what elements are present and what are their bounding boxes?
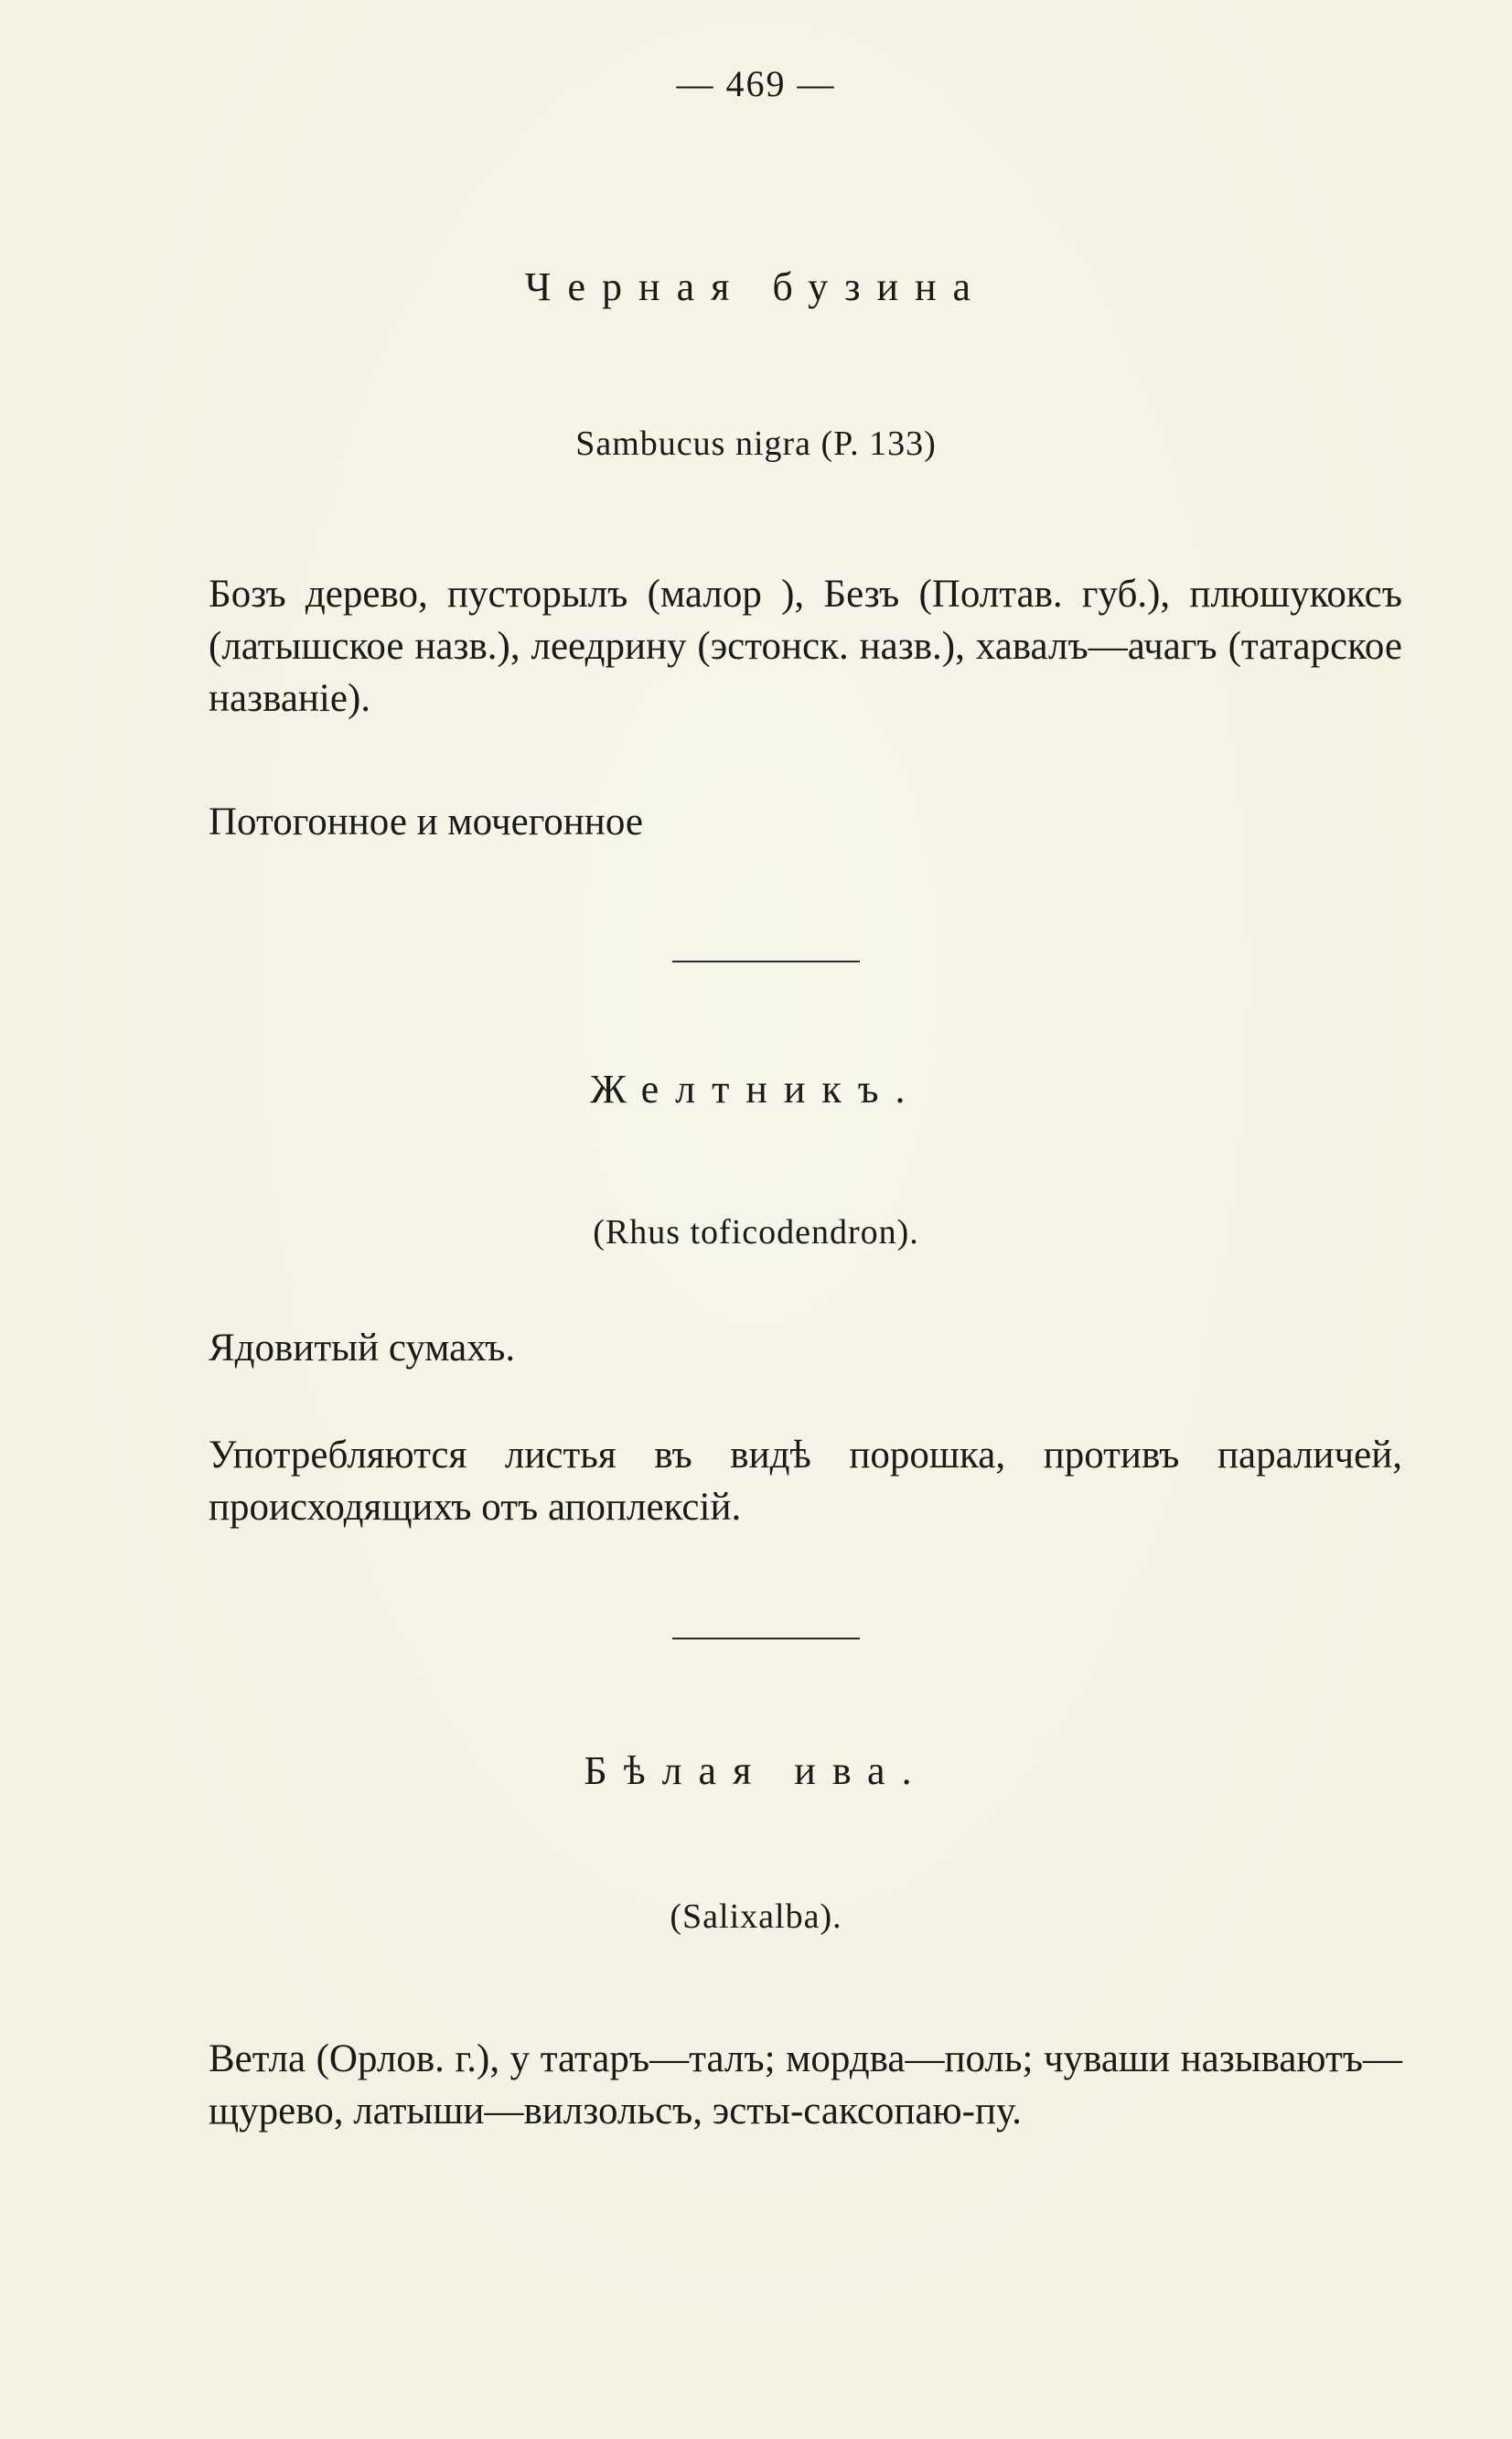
section-heading: Черная бузина [524,264,988,309]
paragraph: Употребляются листья въ видѣ порошка, противъ параличей, происходящихъ отъ апоплексiй. [209,1434,1402,1529]
latin-name: (Rhus toficodendron). [593,1213,919,1252]
section-heading: Бѣлая ива. [584,1748,928,1793]
paragraph: Бозъ дерево, пусторылъ (малор ), Безъ (Полтав. губ.), плюшукоксъ (латышское назв.), леедрину (эстонск. назв.), хавалъ—ачагъ (татарское названiе). [209,573,1402,720]
page-number: — 469 — [676,63,836,104]
section-divider [672,961,860,962]
section-divider [672,1638,860,1639]
paragraph: Потогонное и мочегонное [209,800,643,843]
latin-name: Sambucus nigra (P. 133) [575,424,937,463]
paragraph: Ядовитый сумахъ. [209,1327,516,1370]
paragraph: Ветла (Орлов. г.), у татаръ—талъ; мордва—поль; чуваши называютъ—щурево, латыши—вилзольсъ, эсты-саксопаю-пу. [209,2037,1402,2133]
section-heading: Желтникъ. [590,1067,922,1112]
latin-name: (Salixalba). [670,1897,842,1936]
